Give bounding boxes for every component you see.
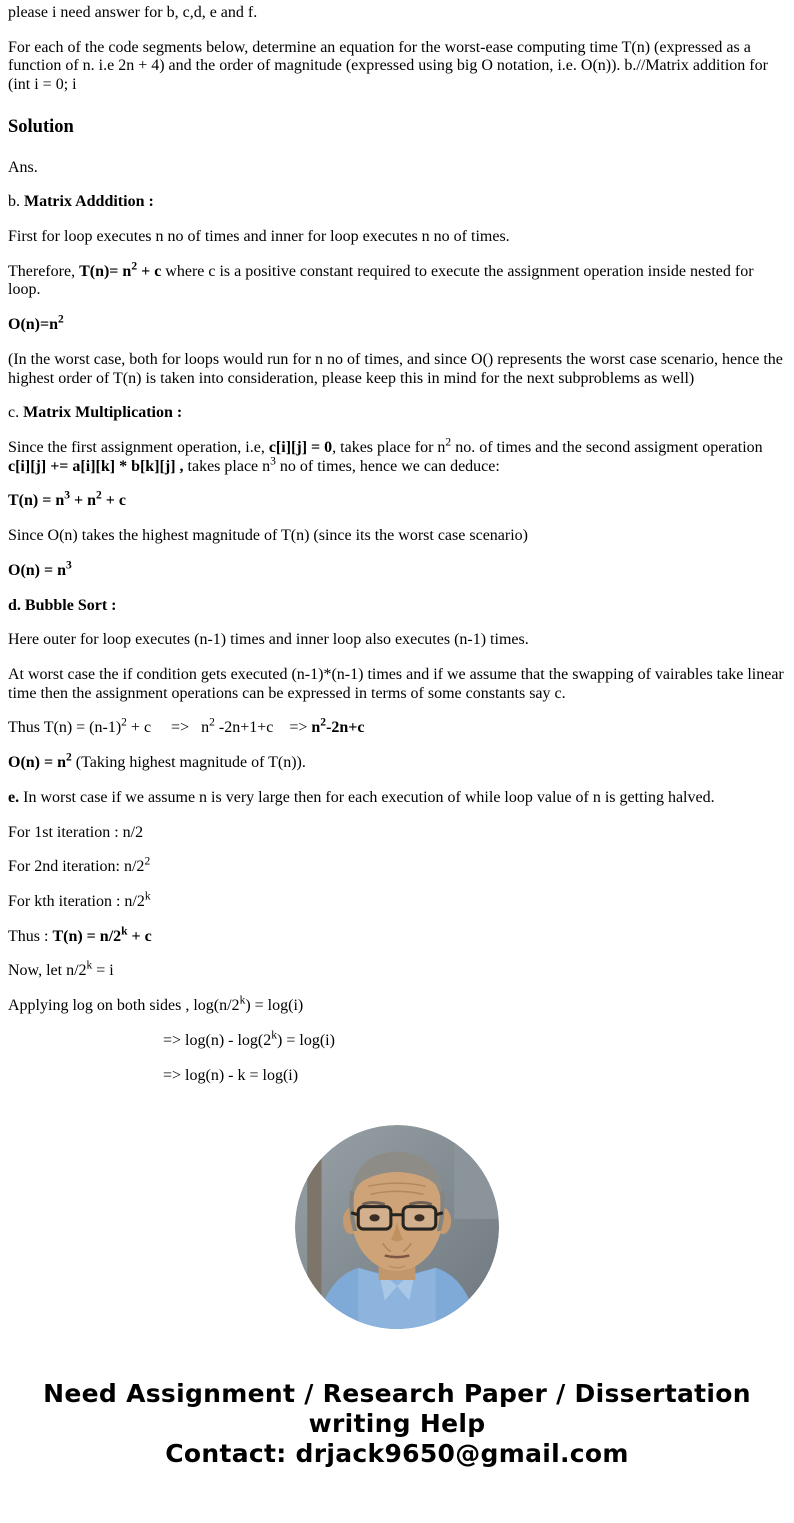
part-c-heading: c. Matrix Multiplication :	[8, 404, 183, 422]
part-b-result: $O(n)=n^2$	[8, 313, 64, 334]
part-e-log-2: => $\log(n) - \log(2^k) = \log(i)$	[163, 1029, 335, 1049]
part-b-line-2: Therefore, $T(n)= n^2 + c$ where c is a positive constant required to execute the assignment operation inside nested for loop.	[8, 260, 758, 299]
part-c-line-1: Since the first assignment operation, i.e, c[i][j] = 0, takes place for $n^2$ no. of times and the second assigment operation c[i][j] += a[i][k] * b[k][j] , takes place $n^3$ no of times, hence we can deduce:	[8, 436, 767, 475]
document-content	[8, 4, 786, 1085]
part-b-line-1: First for loop executes n no of times and inner for loop executes n no of times.	[8, 227, 510, 245]
tutor-photo-section	[8, 1125, 786, 1329]
question-text: For each of the code segments below, determine an equation for the worst-ease computing time T(n) (expressed as a function of n. i.e 2n + 4) and the order of magnitude (expressed using big O notation, i.e. O(n)). b.//Matrix addition for (int i = 0; i	[8, 38, 772, 94]
part-b-note: (In the worst case, both for loops would run for n no of times, and since O() represents the worst case scenario, hence the highest order of T(n) is taken into consideration, please keep this in mind for the next subproblems as well)	[8, 350, 787, 387]
part-e-log: Applying log on both sides , $\log(n/2^k) = \log(i)$	[8, 994, 304, 1015]
answer-intro: Ans.	[8, 158, 38, 176]
footer-heading-line-1: Need Assignment / Research Paper / Dissertation	[43, 1379, 751, 1409]
part-c-tn: $T(n) = n^3 + n^2 + c$	[8, 490, 127, 510]
part-d-tn: Thus $T(n) = (n-1)^2 + c$ => $n^2$ -2n+1+c => $n^2-2n+c$	[8, 717, 365, 737]
solution-heading: Solution	[8, 116, 74, 137]
footer-heading-line-2: writing Help	[308, 1409, 486, 1439]
part-b-heading: b. Matrix Adddition :	[8, 193, 154, 211]
tutor-photo	[295, 1125, 499, 1329]
part-c-result: $O(n) = n^3$	[8, 559, 72, 579]
part-d-line-2: At worst case the if condition gets executed (n-1)*(n-1) times and if we assume that the swapping of vairables take linear time then the assignment operations can be expressed in terms of some constants say c.	[8, 666, 788, 702]
part-d-line-1: Here outer for loop executes (n-1) times and inner loop also executes (n-1) times.	[8, 631, 529, 649]
footer-contact-email: Contact: drjack9650@gmail.com	[165, 1439, 629, 1469]
part-e-iter-2: For 2nd iteration: $n/2^2$	[8, 856, 151, 876]
part-d-heading: d. Bubble Sort :	[8, 596, 117, 614]
part-e-heading: e. In worst case if we assume n is very large then for each execution of while loop value of n is getting halved.	[8, 788, 715, 806]
part-d-result: $O(n) = n^2$ (Taking highest magnitude of T(n)).	[8, 751, 306, 772]
person-portrait-illustration	[295, 1125, 499, 1329]
request-line: please i need answer for b, c,d, e and f.	[8, 4, 258, 21]
part-e-iter-k: For kth iteration : n/2$^k$	[8, 890, 151, 911]
part-e-iter-1: For 1st iteration : n/2	[8, 823, 144, 841]
footer-banner	[8, 1379, 786, 1469]
part-e-tn: Thus : $T(n) = n/2^k + c$	[8, 925, 152, 945]
part-e-sub: Now, let $n/2^k = i$	[8, 960, 114, 980]
part-c-line-2: Since O(n) takes the highest magnitude of T(n) (since its the worst case scenario)	[8, 527, 528, 545]
part-e-log-3: => log(n) - k = log(i)	[163, 1066, 299, 1084]
